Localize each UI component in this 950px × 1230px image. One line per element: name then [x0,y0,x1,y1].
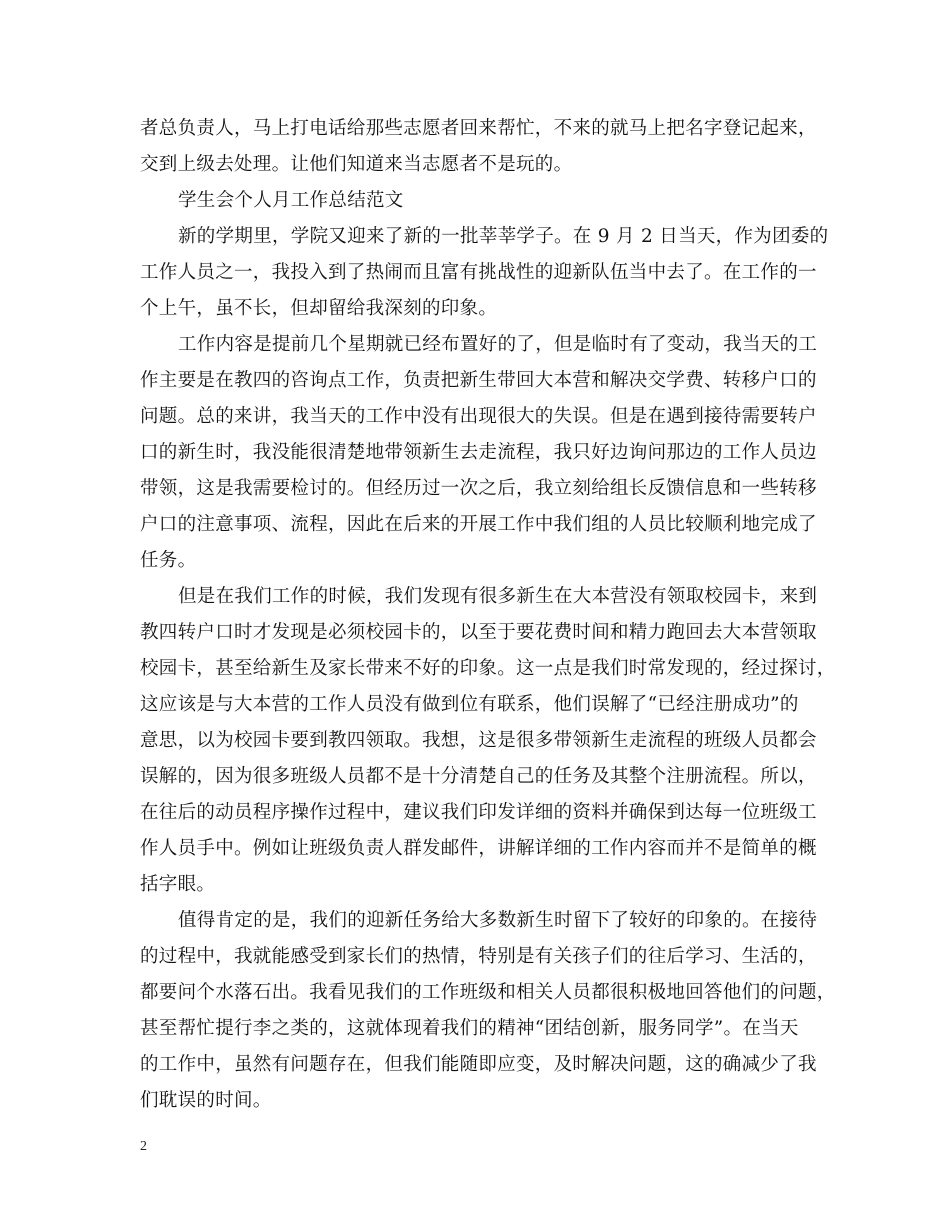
text-line: 意思，以为校园卡要到教四领取。我想，这是很多带领新生走流程的班级人员都会 [140,730,817,751]
text-line: 交到上级去处理。让他们知道来当志愿者不是玩的。 [140,154,573,175]
text-line: 在往后的动员程序操作过程中，建议我们印发详细的资料并确保到达每一位班级工 [140,802,817,823]
text-line: 者总负责人，马上打电话给那些志愿者回来帮忙，不来的就马上把名字登记起来， [140,118,817,139]
text-line: 甚至帮忙提行李之类的，这就体现着我们的精神“团结创新，服务同学”。在当天 [140,1018,799,1039]
text-line: 作主要是在教四的咨询点工作，负责把新生带回大本营和解决交学费、转移户口的 [140,370,817,391]
section-heading: 学生会个人月工作总结范文 [178,190,404,211]
text-line: 都要问个水落石出。我看见我们的工作班级和相关人员都很积极地回答他们的问题， [140,982,836,1003]
text-line: 但是在我们工作的时候，我们发现有很多新生在大本营没有领取校园卡，来到 [178,586,818,607]
text-line: 的过程中，我就能感受到家长们的热情，特别是有关孩子们的往后学习、生活的， [140,946,817,967]
text-line: 教四转户口时才发现是必须校园卡的，以至于要花费时间和精力跑回去大本营领取 [140,622,817,643]
text-line: 户口的注意事项、流程，因此在后来的开展工作中我们组的人员比较顺利地完成了 [140,514,817,535]
text-line: 括字眼。 [140,874,216,895]
text-line: 个上午，虽不长，但却留给我深刻的印象。 [140,298,498,319]
text-line: 工作人员之一，我投入到了热闹而且富有挑战性的迎新队伍当中去了。在工作的一 [140,262,817,283]
text-line: 这应该是与大本营的工作人员没有做到位有联系，他们误解了“已经注册成功”的 [140,694,799,715]
text-line: 问题。总的来讲，我当天的工作中没有出现很大的失误。但是在遇到接待需要转户 [140,406,817,427]
text-line: 误解的，因为很多班级人员都不是十分清楚自己的任务及其整个注册流程。所以， [140,766,817,787]
text-line: 值得肯定的是，我们的迎新任务给大多数新生时留下了较好的印象的。在接待 [178,910,818,931]
text-line: 工作内容是提前几个星期就已经布置好的了，但是临时有了变动，我当天的工 [178,334,818,355]
text-line: 口的新生时，我没能很清楚地带领新生去走流程，我只好边询问那边的工作人员边 [140,442,817,463]
text-line: 作人员手中。例如让班级负责人群发邮件，讲解详细的工作内容而并不是简单的概 [140,838,817,859]
text-line: 的工作中，虽然有问题存在，但我们能随即应变，及时解决问题，这的确减少了我 [140,1054,817,1075]
text-line: 新的学期里，学院又迎来了新的一批莘莘学子。在 9 月 2 日当天，作为团委的 [178,226,829,247]
text-line: 校园卡，甚至给新生及家长带来不好的印象。这一点是我们时常发现的，经过探讨， [140,658,836,679]
text-line: 带领，这是我需要检讨的。但经历过一次之后，我立刻给组长反馈信息和一些转移 [140,478,817,499]
text-line: 任务。 [140,550,197,571]
text-line: 们耽误的时间。 [140,1090,272,1111]
page-number: 2 [140,1139,147,1154]
